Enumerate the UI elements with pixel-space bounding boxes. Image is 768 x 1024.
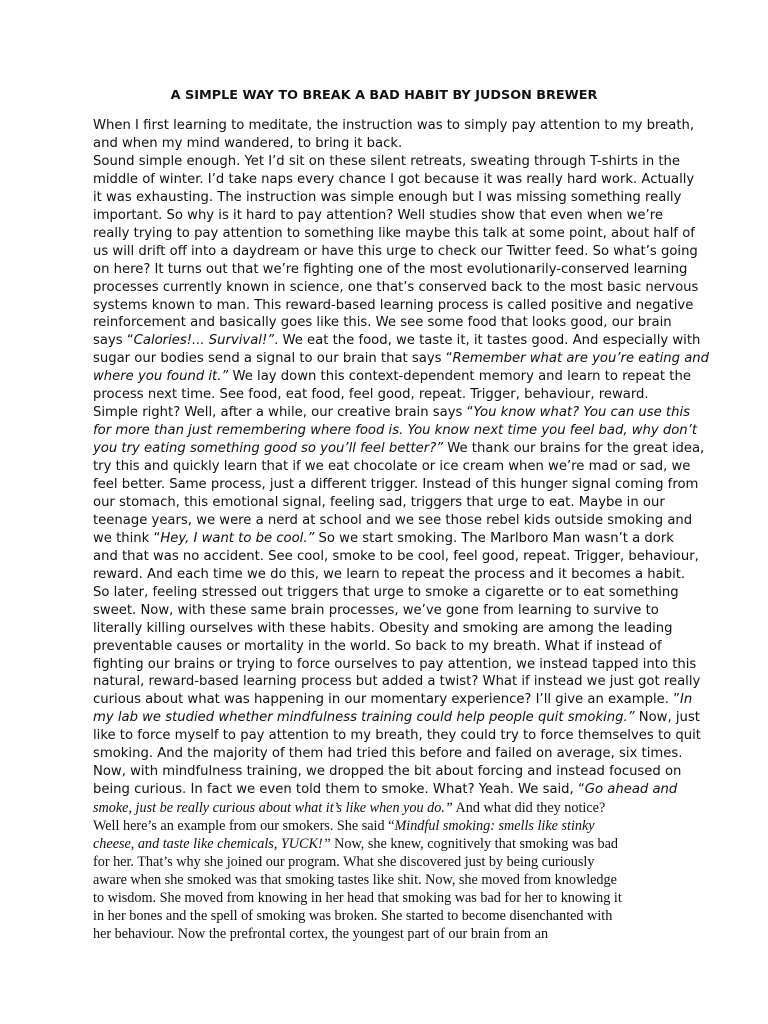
body-line — [93, 585, 679, 600]
body-line — [93, 674, 700, 689]
body-line — [93, 172, 694, 187]
text-run: like to force myself to pay attention to my breath, they could try to force themselves to quit — [93, 728, 701, 744]
body-line — [93, 190, 681, 205]
body-line — [93, 208, 663, 223]
body-line — [93, 262, 687, 277]
body-line — [93, 513, 692, 528]
body-line — [93, 549, 699, 564]
text-run: processes currently known in science, one that’s conserved back to the most basic nervous — [93, 279, 699, 295]
text-run: reinforcement and basically goes like this. We see some food that looks good, our brain — [93, 315, 672, 331]
body-line — [93, 782, 677, 797]
body-line — [93, 926, 548, 943]
text-run: smoking. And the majority of them had tried this before and failed on average, six times. — [93, 746, 683, 762]
body-line — [93, 836, 618, 853]
body-line — [93, 746, 682, 761]
body-line — [93, 800, 605, 817]
body-line — [93, 728, 701, 743]
italic-text: Hey, I want to be cool.” — [160, 530, 315, 546]
text-run: and that was no accident. See cool, smoke to be cool, feel good, repeat. Trigger, behaviour, — [93, 548, 699, 564]
text-run: When I first learning to meditate, the instruction was to simply pay attention to my breath, — [93, 118, 695, 133]
text-run: her behaviour. Now the prefrontal cortex, the youngest part of our brain from an — [93, 925, 549, 942]
text-run: curious about what was happening in our momentary experience? I’ll give an example. ” — [93, 692, 680, 708]
body-line — [93, 387, 649, 402]
italic-text: where you found it.” — [93, 369, 229, 385]
text-run: Now, she knew, cognitively that smoking was bad — [330, 836, 618, 852]
body-line — [93, 872, 617, 889]
text-run: So later, feeling stressed out triggers that urge to smoke a cigarette or to eat something — [93, 584, 679, 600]
text-run: sweet. Now, with these same brain processes, we’ve gone from learning to survive to — [93, 602, 659, 618]
document-title: A SIMPLE WAY TO BREAK A BAD HABIT BY JUDSON BREWER — [170, 88, 598, 103]
body-line — [93, 657, 696, 672]
body-line — [93, 226, 695, 241]
italic-text: my lab we studied whether mindfulness training could help people quit smoking.” — [93, 710, 635, 726]
body-line — [93, 298, 693, 313]
text-run: fighting our brains or trying to force ourselves to pay attention, we instead tapped into this — [93, 656, 697, 672]
text-run: Simple right? Well, after a while, our creative brain says “ — [93, 405, 474, 421]
italic-text: Remember what are you’re eating and — [452, 351, 710, 367]
body-line — [93, 118, 694, 133]
text-run: We lay down this context-dependent memory and learn to repeat the — [228, 369, 691, 385]
body-line — [93, 603, 659, 618]
body-line — [93, 764, 681, 779]
text-run: sugar our bodies send a signal to our brain that says “ — [93, 351, 453, 367]
body-line — [93, 405, 690, 420]
text-run: our stomach, this emotional signal, feeling sad, triggers that urge to eat. Maybe in our — [93, 494, 665, 510]
text-run: Now, just — [634, 710, 700, 726]
text-run: . We eat the food, we taste it, it tastes good. And especially with — [274, 333, 701, 349]
body-line — [93, 315, 672, 330]
text-run: really trying to pay attention to something like maybe this talk at some point, about half of — [93, 225, 695, 241]
text-run: literally killing ourselves with these habits. Obesity and smoking are among the leading — [93, 620, 673, 636]
text-run: we think “ — [93, 530, 161, 546]
text-run: middle of winter. I’d take naps every chance I got because it was really hard work. Actually — [93, 171, 695, 187]
body-line — [93, 441, 704, 456]
body-line — [93, 280, 698, 295]
text-run: process next time. See food, eat food, feel good, repeat. Trigger, behaviour, reward. — [93, 387, 649, 403]
italic-text: Go ahead and — [584, 782, 678, 798]
body-line — [93, 621, 672, 636]
body-line — [93, 908, 612, 925]
text-run: systems known to man. This reward-based learning process is called positive and negative — [93, 297, 694, 313]
text-run: Sound simple enough. Yet I’d sit on these silent retreats, sweating through T-shirts in the — [93, 153, 681, 169]
body-line — [93, 531, 674, 546]
body-line — [93, 154, 680, 169]
italic-text: In — [679, 692, 693, 708]
body-line — [93, 369, 691, 384]
text-run: We thank our brains for the great idea, — [443, 441, 705, 457]
text-run: So we start smoking. The Marlboro Man wasn’t a dork — [314, 530, 674, 546]
text-run: on here? It turns out that we’re fighting one of the most evolutionarily-conserved learning — [93, 261, 688, 277]
italic-text: for more than just remembering where food is. You know next time you feel bad, why don’t — [93, 423, 698, 439]
body-line — [93, 567, 685, 582]
text-run: us will drift off into a daydream or have this urge to check our Twitter feed. So what’s going — [93, 243, 698, 259]
body-line — [93, 692, 692, 707]
text-run: natural, reward-based learning process but added a twist? What if instead we just got really — [93, 674, 701, 690]
body-line — [93, 244, 698, 259]
body-line — [93, 495, 665, 510]
text-run: important. So why is it hard to pay attention? Well studies show that even when we’re — [93, 207, 663, 223]
text-run: And what did they notice? — [452, 800, 606, 817]
body-line — [93, 136, 402, 151]
text-run: teenage years, we were a nerd at school and we see those rebel kids outside smoking and — [93, 512, 693, 528]
italic-text: You know what? You can use this — [473, 405, 690, 421]
text-run: preventable causes or mortality in the world. So back to my breath. What if instead of — [93, 638, 662, 654]
text-run: to wisdom. She moved from knowing in her head that smoking was bad for her to knowing it — [93, 889, 622, 906]
italic-text: smoke, just be really curious about what it’s like when you do.” — [93, 800, 453, 817]
body-line — [93, 477, 698, 492]
text-run: in her bones and the spell of smoking was broken. She started to become disenchanted with — [93, 907, 613, 924]
body-line — [93, 818, 595, 835]
italic-text: Mindful smoking: smells like stinky — [394, 818, 595, 835]
body-line — [93, 423, 697, 438]
text-run: says “ — [93, 333, 134, 349]
italic-text: you try eating something good so you’ll feel better?” — [93, 441, 444, 457]
text-run: Now, with mindfulness training, we dropped the bit about forcing and instead focused on — [93, 764, 682, 780]
text-run: Well here’s an example from our smokers. She said “ — [93, 818, 395, 835]
italic-text: Calories!... Survival!” — [133, 333, 275, 349]
body-line — [93, 351, 709, 366]
italic-text: cheese, and taste like chemicals, YUCK!” — [93, 836, 331, 852]
text-run: for her. That’s why she joined our program. What she discovered just by being curiously — [93, 853, 595, 870]
text-run: feel better. Same process, just a different trigger. Instead of this hunger signal coming from — [93, 477, 699, 492]
body-line — [93, 639, 662, 654]
body-line — [93, 459, 690, 474]
text-run: try this and quickly learn that if we eat chocolate or ice cream when we’re mad or sad, we — [93, 459, 691, 475]
text-run: reward. And each time we do this, we learn to repeat the process and it becomes a habit. — [93, 566, 686, 582]
text-run: aware when she smoked was that smoking tastes like shit. Now, she moved from knowledge — [93, 871, 617, 888]
body-line — [93, 710, 700, 725]
text-run: it was exhausting. The instruction was simple enough but I was missing something really — [93, 189, 682, 205]
body-line — [93, 890, 622, 907]
body-line — [93, 854, 594, 871]
text-run: and when my mind wandered, to bring it back. — [93, 135, 403, 151]
text-run: being curious. In fact we even told them to smoke. What? Yeah. We said, “ — [93, 782, 585, 798]
body-line — [93, 333, 700, 348]
